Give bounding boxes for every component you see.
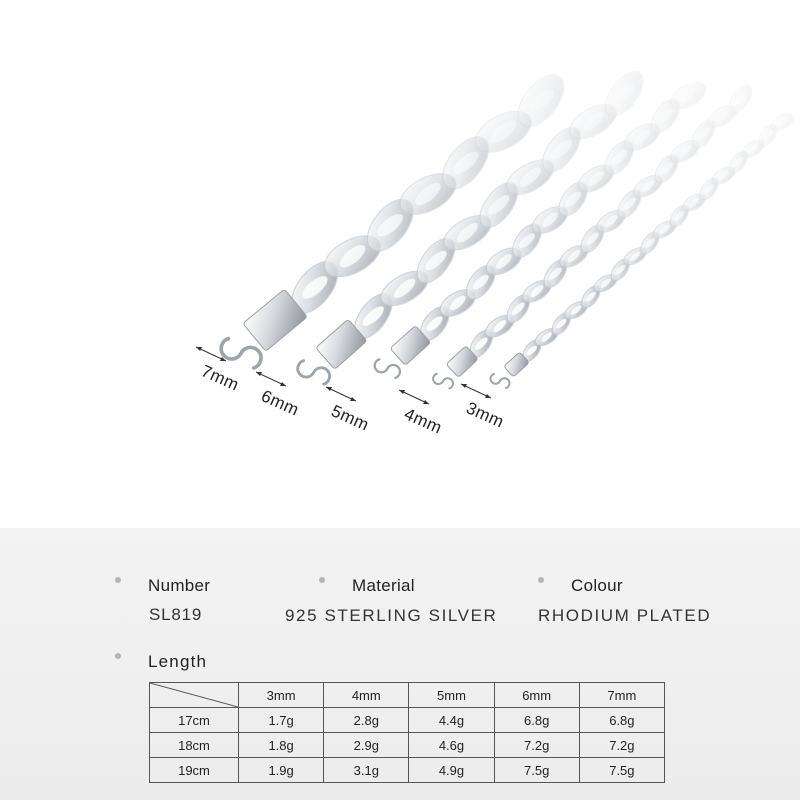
material-label: Material [352, 576, 415, 595]
weight-cell: 6.8g [494, 708, 579, 733]
table-row [150, 733, 665, 758]
weight-cell: 3.1g [324, 758, 409, 783]
weight-table [149, 682, 665, 783]
number-value: SL819 [149, 605, 203, 624]
column-header: 5mm [409, 683, 494, 708]
width-label: 6mm [258, 386, 302, 420]
weight-cell: 1.9g [239, 758, 324, 783]
row-length: 17cm [150, 708, 239, 733]
column-header: 7mm [579, 683, 664, 708]
weight-cell: 4.9g [409, 758, 494, 783]
weight-cell: 2.9g [324, 733, 409, 758]
weight-cell: 1.8g [239, 733, 324, 758]
colour-label: Colour [571, 576, 623, 595]
row-length: 19cm [150, 758, 239, 783]
number-label: Number [148, 576, 211, 595]
weight-cell: 7.5g [579, 758, 664, 783]
table-corner-cell [150, 683, 239, 708]
length-label: Length [148, 652, 208, 671]
row-length: 18cm [150, 733, 239, 758]
weight-cell: 7.2g [494, 733, 579, 758]
width-label: 5mm [328, 401, 372, 435]
column-header: 3mm [239, 683, 324, 708]
colour-bullet [538, 577, 544, 583]
table-row [150, 758, 665, 783]
weight-cell: 7.2g [579, 733, 664, 758]
width-label: 4mm [401, 404, 445, 438]
material-value: 925 STERLING SILVER [285, 606, 498, 625]
table-row [150, 708, 665, 733]
weight-cell: 7.5g [494, 758, 579, 783]
number-bullet [115, 577, 121, 583]
length-bullet [115, 653, 121, 659]
weight-cell: 6.8g [579, 708, 664, 733]
corner-diagonal [150, 683, 238, 707]
width-label: 7mm [198, 361, 242, 395]
weight-cell: 2.8g [324, 708, 409, 733]
weight-cell: 4.6g [409, 733, 494, 758]
weight-cell: 4.4g [409, 708, 494, 733]
colour-value: RHODIUM PLATED [538, 606, 712, 625]
column-header: 6mm [494, 683, 579, 708]
width-label: 3mm [463, 398, 507, 432]
material-bullet [319, 577, 325, 583]
weight-cell: 1.7g [239, 708, 324, 733]
column-header: 4mm [324, 683, 409, 708]
table-header-row [150, 683, 665, 708]
